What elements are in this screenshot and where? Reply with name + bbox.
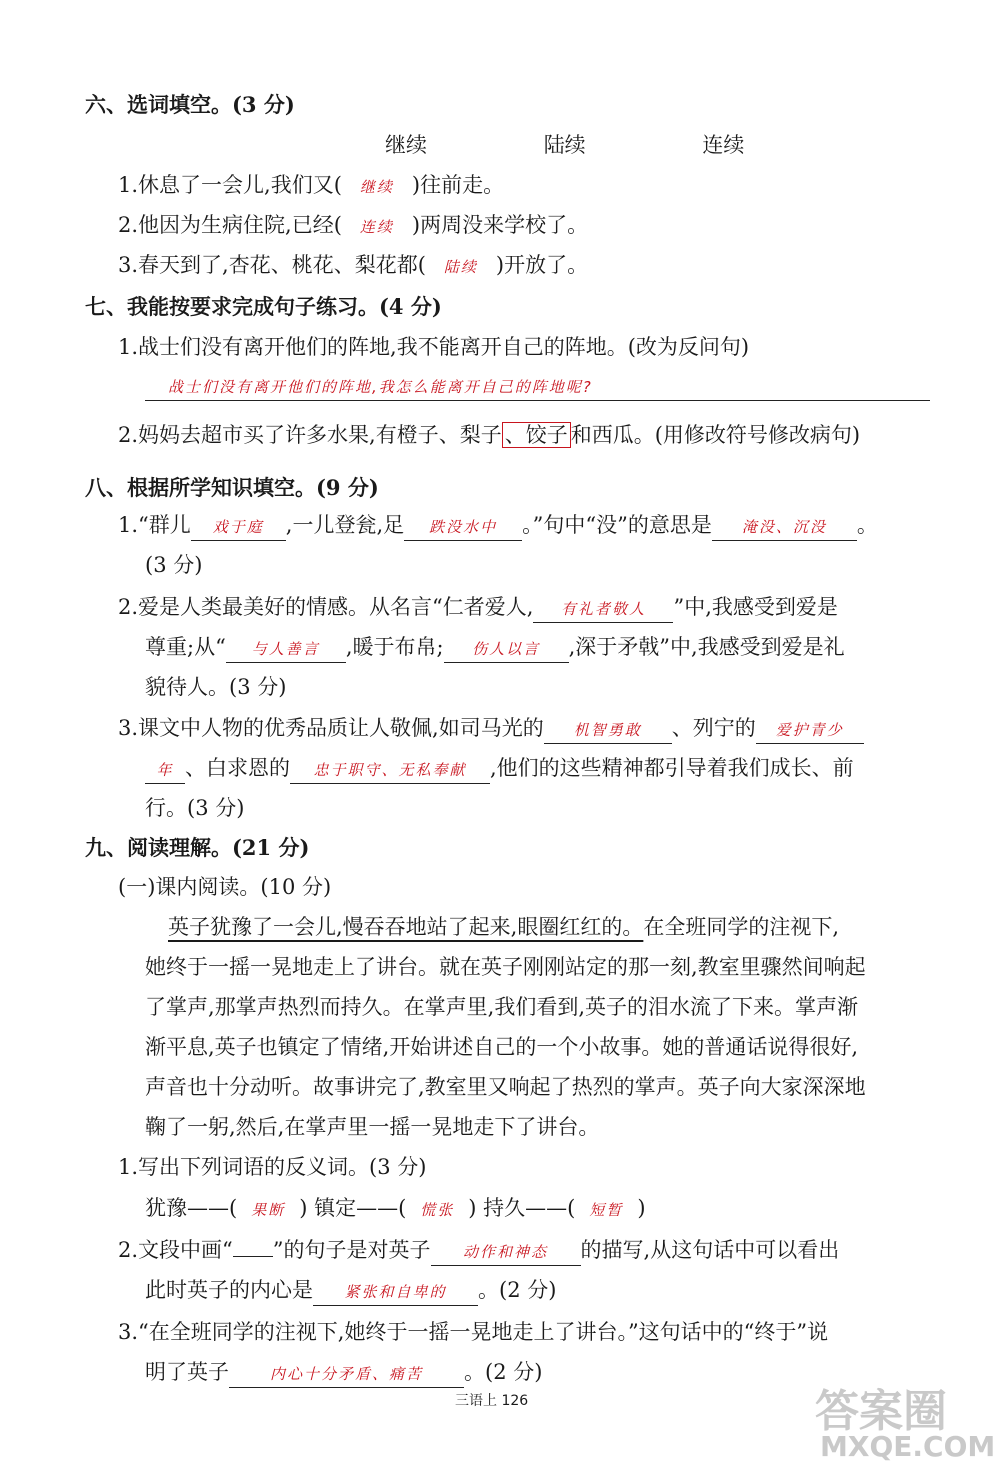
watermark-logo: 答案圈	[815, 1386, 947, 1437]
passage-line-2: 她终于一摇一晃地走上了讲台。就在英子刚刚站定的那一刻,教室里骤然间响起	[145, 955, 866, 979]
passage-line-1: 英子犹豫了一会儿,慢吞吞地站了起来,眼圈红红的。在全班同学的注视下,	[168, 915, 840, 939]
answer-blank: 年	[145, 757, 185, 784]
s9-q2-line2: 此时英子的内心是 紧张和自卑的 。(2 分)	[145, 1275, 556, 1306]
answer-blank: 戏于庭	[191, 514, 286, 541]
answer: 继续	[359, 178, 394, 196]
section-9-title: 九、阅读理解。(21 分)	[85, 835, 310, 860]
answer: 陆续	[443, 258, 478, 276]
answer: 短暂	[589, 1201, 624, 1219]
answer-blank: 爱护青少	[756, 717, 864, 744]
option-3: 连续	[702, 133, 745, 157]
s8-q2-line3: 貌待人。(3 分)	[145, 675, 287, 699]
s6-q3: 3.春天到了,杏花、桃花、梨花都( 陆续 )开放了。	[118, 253, 589, 277]
s6-q1: 1.休息了一会儿,我们又( 继续 )往前走。	[118, 173, 505, 197]
section-7-title: 七、我能按要求完成句子练习。(4 分)	[85, 294, 442, 319]
answer: 果断	[251, 1201, 286, 1219]
answer-blank: 有礼者敬人	[533, 596, 673, 623]
s8-q3-line2: 年 、白求恩的 忠于职守、无私奉献 ,他们的这些精神都引导着我们成长、前	[145, 753, 854, 784]
s8-q1: 1.“群儿 戏于庭 ,一儿登瓮,足 跌没水中 。”句中“没”的意思是 淹没、沉没 。	[118, 510, 878, 541]
s8-q3-line1: 3.课文中人物的优秀品质让人敬佩,如司马光的 机智勇敢 、列宁的 爱护青少	[118, 713, 864, 744]
answer: 慌张	[420, 1201, 455, 1219]
deletion-box: 、饺子	[502, 422, 571, 448]
answer-blank: 紧张和自卑的	[313, 1279, 478, 1306]
word-options	[330, 130, 799, 160]
answer-blank: 与人善言	[226, 636, 346, 663]
s7-q1: 1.战士们没有离开他们的阵地,我不能离开自己的阵地。(改为反问句)	[118, 335, 750, 359]
answer-blank: 动作和神态	[431, 1239, 581, 1266]
underline-sample	[233, 1256, 273, 1257]
section-8-title: 八、根据所学知识填空。(9 分)	[85, 475, 379, 500]
underlined-sentence: 英子犹豫了一会儿,慢吞吞地站了起来,眼圈红红的。	[168, 915, 644, 939]
s8-q3-line3: 行。(3 分)	[145, 796, 245, 820]
s6-q2: 2.他因为生病住院,已经( 连续 )两周没来学校了。	[118, 213, 589, 237]
s8-q1-score: (3 分)	[145, 553, 203, 577]
watermark-url: MXQE.COM	[820, 1430, 996, 1463]
option-2: 陆续	[543, 133, 586, 157]
answer-blank: 淹没、沉没	[712, 514, 857, 541]
s9-q3-line2: 明了英子 内心十分矛盾、痛苦 。(2 分)	[145, 1357, 542, 1388]
answer-line	[145, 400, 930, 401]
passage-line-4: 渐平息,英子也镇定了情绪,开始讲述自己的一个小故事。她的普通话说得很好,	[145, 1035, 859, 1059]
passage-line-6: 鞠了一躬,然后,在掌声里一摇一晃地走下了讲台。	[145, 1115, 600, 1139]
answer-blank: 机智勇敢	[544, 717, 672, 744]
s9-q1-answers: 犹豫——( 果断 ) 镇定——( 慌张 ) 持久——( 短暂 )	[145, 1196, 646, 1220]
s9-q2-line1: 2.文段中画“ ”的句子是对英子 动作和神态 的描写,从这句话中可以看出	[118, 1235, 839, 1266]
answer-blank: 跌没水中	[404, 514, 522, 541]
s9-q3-line1: 3.“在全班同学的注视下,她终于一摇一晃地走上了讲台。”这句话中的“终于”说	[118, 1320, 829, 1344]
s8-q2-line2: 尊重;从“ 与人善言 ,暖于布帛; 伤人以言 ,深于矛戟”中,我感受到爱是礼	[145, 632, 845, 663]
s8-q2-line1: 2.爱是人类最美好的情感。从名言“仁者爱人, 有礼者敬人 ”中,我感受到爱是	[118, 592, 838, 623]
s9-q1: 1.写出下列词语的反义词。(3 分)	[118, 1155, 427, 1179]
page-footer: 三语上 126	[455, 1393, 529, 1409]
s7-q1-answer: 战士们没有离开他们的阵地,我怎么能离开自己的阵地呢?	[168, 378, 593, 396]
answer-blank: 忠于职守、无私奉献	[290, 757, 490, 784]
passage-line-5: 声音也十分动听。故事讲完了,教室里又响起了热烈的掌声。英子向大家深深地	[145, 1075, 866, 1099]
option-1: 继续	[385, 133, 427, 157]
answer: 连续	[359, 218, 394, 236]
section-6-title: 六、选词填空。(3 分)	[85, 92, 295, 117]
s7-q2: 2.妈妈去超市买了许多水果,有橙子、梨子 、饺子 和西瓜。(用修改符号修改病句)	[118, 423, 861, 447]
answer-blank: 内心十分矛盾、痛苦	[229, 1361, 464, 1388]
passage-line-3: 了掌声,那掌声热烈而持久。在掌声里,我们看到,英子的泪水流了下来。掌声渐	[145, 995, 859, 1019]
answer-blank: 伤人以言	[444, 636, 569, 663]
s9-subtitle: (一)课内阅读。(10 分)	[118, 875, 332, 899]
